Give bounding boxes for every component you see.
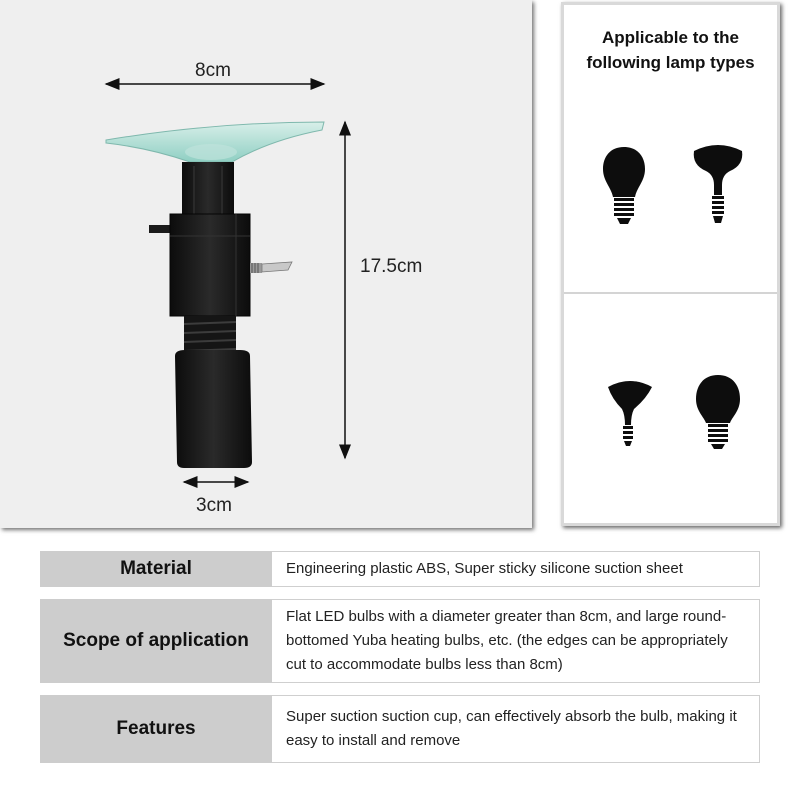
spec-row-scope <box>40 599 760 683</box>
base-dimension-label: 3cm <box>196 495 232 516</box>
reflector-bulb-icon <box>694 145 743 223</box>
spec-label-scope: Scope of application <box>40 599 272 683</box>
width-dimension-label: 8cm <box>195 60 231 81</box>
spec-label-material: Material <box>40 551 272 587</box>
round-bulb-icon <box>696 375 740 449</box>
spec-row-material <box>40 551 760 587</box>
lamp-title-line2: following lamp types <box>586 53 755 72</box>
height-dimension-label: 17.5cm <box>360 256 423 277</box>
standard-bulb-icon <box>603 147 645 224</box>
lamp-panel-divider <box>564 292 777 294</box>
flood-bulb-icon <box>608 381 652 446</box>
holder-body <box>170 214 250 316</box>
lamp-icons <box>564 5 777 523</box>
product-image-panel <box>0 0 532 528</box>
holder-neck <box>182 162 234 218</box>
lamp-types-panel <box>561 2 780 526</box>
suction-cup <box>106 122 324 162</box>
product-photo <box>0 0 532 528</box>
lamp-title-line1: Applicable to the <box>602 28 739 47</box>
spec-value-scope: Flat LED bulbs with a diameter greater than 8cm, and large round-bottomed Yuba heating bulbs, etc. (the edges can be appropriately cut to accommodate bulbs less than 8cm) <box>272 599 760 683</box>
lower-sleeve <box>175 350 252 468</box>
spec-label-features: Features <box>40 695 272 763</box>
screw-terminal <box>250 262 292 273</box>
spec-value-features: Super suction suction cup, can effectively absorb the bulb, making it easy to install and remove <box>272 695 760 763</box>
spec-value-material: Engineering plastic ABS, Super sticky silicone suction sheet <box>272 551 760 587</box>
spec-row-features <box>40 695 760 763</box>
